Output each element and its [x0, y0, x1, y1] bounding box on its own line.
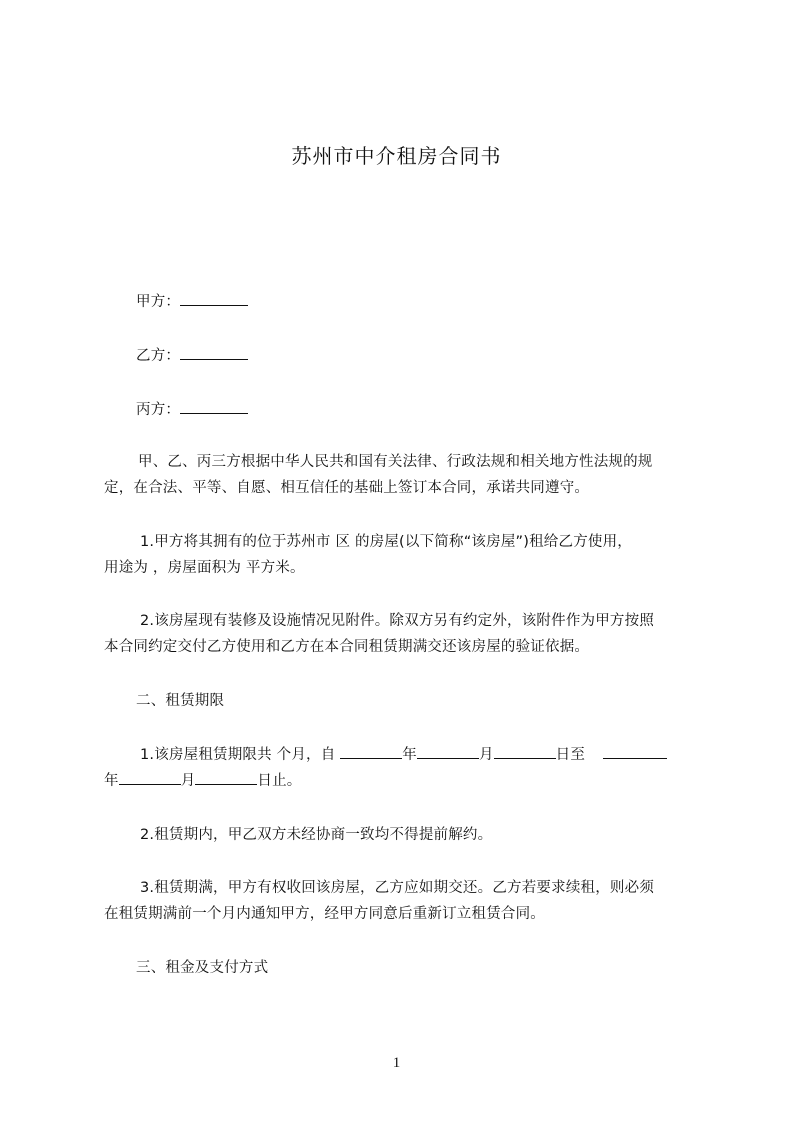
term-1-line-2	[104, 768, 702, 794]
clause-1-line-1: 1.甲方将其拥有的位于苏州市 区 的房屋(以下简称“该房屋”)租给乙方使用，	[140, 534, 632, 550]
start-month-blank	[417, 744, 479, 759]
term-3-paragraph	[104, 875, 702, 927]
party-a-blank	[180, 291, 248, 306]
term-1-day-end-label: 日止。	[257, 773, 302, 789]
term-1-month2-label: 月	[180, 773, 196, 789]
clause-2-paragraph	[104, 608, 702, 660]
term-1-year-label: 年	[402, 747, 417, 763]
party-c-label: 丙方：	[136, 402, 181, 418]
end-year-blank	[603, 744, 667, 759]
start-year-blank	[340, 744, 402, 759]
clause-1-paragraph	[104, 529, 702, 581]
section-2-heading: 二、租赁期限	[136, 693, 225, 709]
start-day-blank	[494, 744, 556, 759]
term-3-line-2: 在租赁期满前一个月内通知甲方，经甲方同意后重新订立租赁合同。	[104, 906, 545, 922]
end-day-blank	[195, 770, 257, 785]
term-1-month-label: 月	[478, 747, 494, 763]
party-c-line	[136, 397, 734, 423]
term-1-year2-label: 年	[104, 773, 119, 789]
party-a-line	[136, 289, 734, 315]
party-b-blank	[180, 345, 248, 360]
term-1-line-1	[104, 742, 702, 768]
page-number: 1	[392, 1055, 401, 1071]
preamble-paragraph	[104, 449, 702, 501]
term-2-paragraph: 2.租赁期内，甲乙双方未经协商一致均不得提前解约。	[140, 827, 493, 843]
party-a-label: 甲方：	[136, 294, 181, 310]
end-month-blank	[119, 770, 181, 785]
clause-1-line-2: 用途为 ，房屋面积为 平方米。	[104, 560, 305, 576]
party-c-blank	[180, 399, 248, 414]
preamble-line-1: 甲、乙、丙三方根据中华人民共和国有关法律、行政法规和相关地方性法规的规	[138, 454, 653, 470]
term-3-line-1: 3.租赁期满，甲方有权收回该房屋，乙方应如期交还。乙方若要求续租，则必须	[140, 880, 655, 896]
section-3-heading: 三、租金及支付方式	[136, 960, 269, 976]
page-title: 苏州市中介租房合同书	[291, 144, 502, 168]
term-1-day-to-label: 日至	[555, 747, 586, 763]
clause-2-line-2: 本合同约定交付乙方使用和乙方在本合同租赁期满交还该房屋的验证依据。	[104, 639, 590, 655]
party-b-line	[136, 343, 734, 369]
term-1-paragraph	[104, 742, 702, 794]
term-1-prefix: 1.该房屋租赁期限共 个月，自	[140, 747, 341, 763]
clause-2-line-1: 2.该房屋现有装修及设施情况见附件。除双方另有约定外，该附件作为甲方按照	[140, 613, 655, 629]
party-b-label: 乙方：	[136, 348, 181, 364]
preamble-line-2: 定，在合法、平等、自愿、相互信任的基础上签订本合同，承诺共同遵守。	[104, 480, 590, 496]
